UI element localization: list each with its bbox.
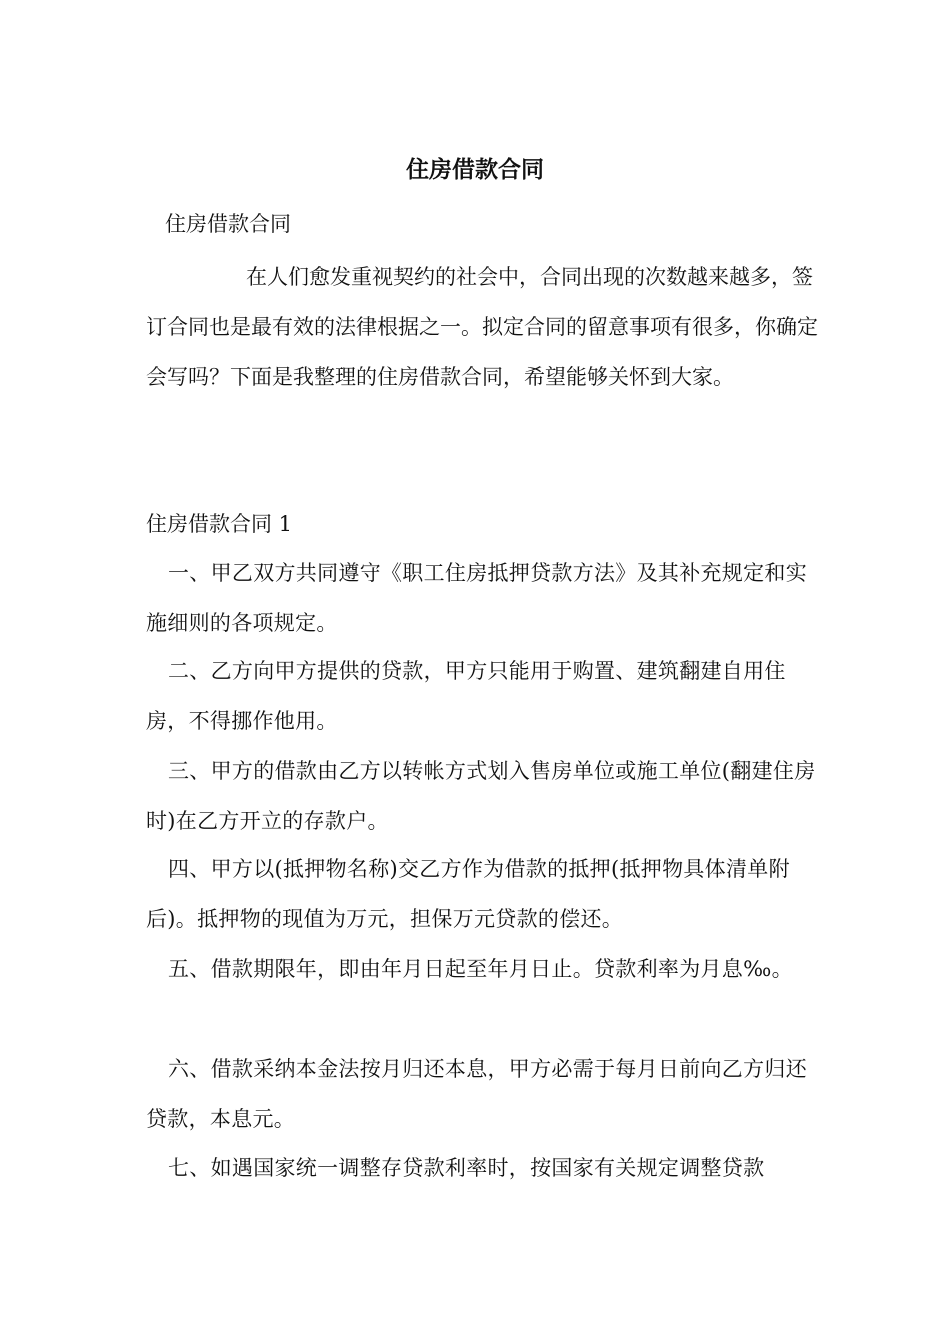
intro-paragraph: 在人们愈发重视契约的社会中，合同出现的次数越来越多，签订合同也是最有效的法律根据之一。拟定合同的留意事项有很多，你确定会写吗？下面是我整理的住房借款合同，希望能够关怀到大家。 [146, 265, 818, 389]
document-title: 住房借款合同 [406, 157, 544, 183]
section-heading: 住房借款合同 1 [146, 512, 293, 536]
clause-4: 四、甲方以(抵押物名称)交乙方作为借款的抵押(抵押物具体清单附后)。抵押物的现值为万元，担保万元贷款的偿还。 [146, 857, 790, 931]
clause-1: 一、甲乙双方共同遵守《职工住房抵押贷款方法》及其补充规定和实施细则的各项规定。 [146, 561, 807, 635]
clause-7: 七、如遇国家统一调整存贷款利率时，按国家有关规定调整贷款 [168, 1156, 765, 1180]
clause-3: 三、甲方的借款由乙方以转帐方式划入售房单位或施工单位(翻建住房时)在乙方开立的存款户。 [146, 759, 816, 833]
clause-6: 六、借款采纳本金法按月归还本息，甲方必需于每月日前向乙方归还贷款，本息元。 [146, 1057, 807, 1131]
clause-5: 五、借款期限年，即由年月日起至年月日止。贷款利率为月息‰。 [168, 957, 793, 981]
clause-2: 二、乙方向甲方提供的贷款，甲方只能用于购置、建筑翻建自用住房，不得挪作他用。 [146, 659, 786, 733]
document-subtitle: 住房借款合同 [165, 212, 291, 236]
